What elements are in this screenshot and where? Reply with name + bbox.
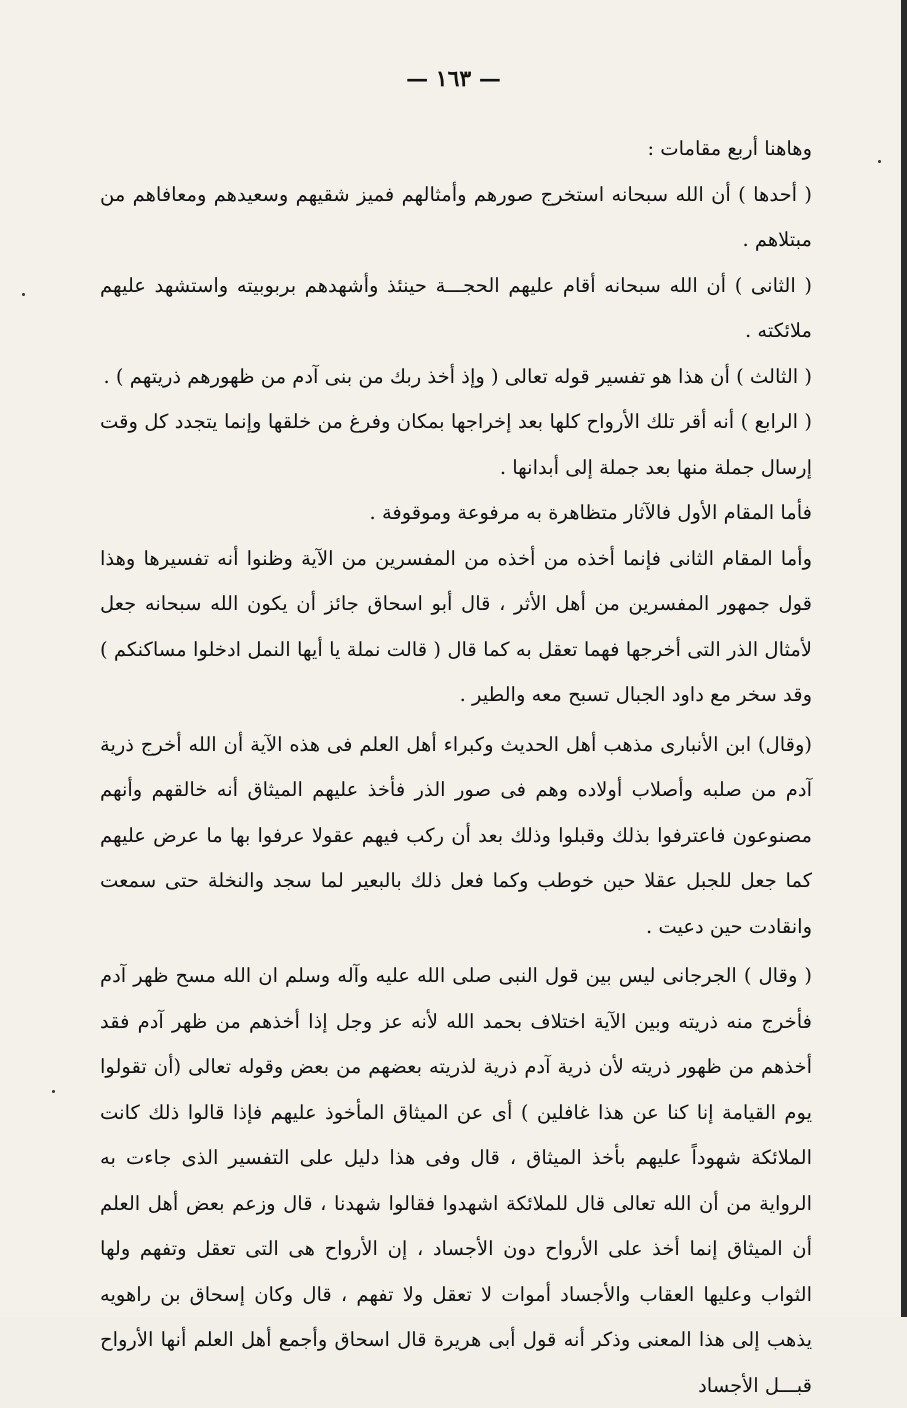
paragraph-ibn-al-anbari: (وقال) ابن الأنبارى مذهب أهل الحديث وكبراء أهل العلم فى هذه الآية أن الله أخرج ذرية آدم من صلبه وأصلاب أولاده وهم فى صور الذر فأخذ عليهم الميثاق أنه خالقهم وأنهم مصنوعون فاعترفوا بذلك وقبلوا وذلك بعد أن ركب فيهم عقولا عرفوا بها ما عرض عليهم كما جعل للجبل عقلا حين خوطب وكما فعل ذلك بالبعير لما سجد والنخلة حتى سمعت وانقادت حين دعيت . xyxy=(100,732,813,938)
paragraph-first-station: ( أحدها ) أن الله سبحانه استخرج صورهم وأمثالهم فميز شقيهم وسعيدهم ومعافاهم من مبتلاهم . xyxy=(100,182,812,251)
paragraph-fourth-station: ( الرابع ) أنه أقر تلك الأرواح كلها بعد إخراجها بمكان وفرغ من خلقها وإنما يتجدد كل وقت إرسال جملة منها بعد جملة إلى أبدانها . xyxy=(100,410,812,479)
body-text xyxy=(100,126,812,1408)
paragraph-al-jurjani: ( وقال ) الجرجانى ليس بين قول النبى صلى الله عليه وآله وسلم ان الله مسح ظهر آدم فأخرج منه ذريته وبين الآية اختلاف بحمد الله لأنه عز وجل إذا أخذهم من ظهر آدم فقد أخذهم من ظهور ذريته لأن ذرية آدم ذرية لذريته بعضهم من بعض وقوله تعالى (أن تقولوا يوم القيامة إنا كنا عن هذا غافلين ) أى عن الميثاق المأخوذ عليهم فإذا قالوا ذلك كانت الملائكة شهوداً عليهم بأخذ الميثاق ، قال وفى هذا دليل على التفسير الذى جاءت به الرواية من أن الله تعالى قال للملائكة اشهدوا فقالوا شهدنا ، قال وزعم بعض أهل العلم أن الميثاق إنما أخذ على الأرواح دون الأجساد ، إن الأرواح هى التى تعقل وتفهم ولها الثواب وعليها العقاب والأجساد أموات لا تعقل ولا تفهم ، قال وكان إسحاق بن راهويه يذهب إلى هذا المعنى وذكر أنه قول أبى هريرة قال اسحاق وأجمع أهل العلم أنها الأرواح قبـــل الأجساد xyxy=(100,964,812,1397)
scan-speck xyxy=(22,293,25,296)
scan-speck xyxy=(878,160,881,163)
scan-speck xyxy=(52,1090,55,1093)
paragraph-intro: وهاهنا أربع مقامات : xyxy=(647,137,812,160)
scan-edge-shadow xyxy=(901,0,907,1317)
paragraph-third-station: ( الثالث ) أن هذا هو تفسير قوله تعالى ( وإذ أخذ ربك من بنى آدم من ظهورهم ذريتهم ) . xyxy=(103,364,812,388)
paragraph-first-discussion: فأما المقام الأول فالآثار متظاهرة به مرفوعة وموقوفة . xyxy=(369,501,812,524)
paragraph-second-station: ( الثانى ) أن الله سبحانه أقام عليهم الحجـــة حينئذ وأشهدهم بربوبيته واستشهد عليهم ملائكته . xyxy=(100,273,812,342)
page-number: — ١٦٣ — xyxy=(406,66,501,92)
paragraph-second-discussion: وأما المقام الثانى فإنما أخذه من أخذه من المفسرين من الآية وظنوا أنه تفسيرها وهذا قول جمهور المفسرين من أهل الأثر ، قال أبو اسحاق جائز أن يكون الله سبحانه جعل لأمثال الذر التى أخرجها فهما تعقل به كما قال ( قالت نملة يا أيها النمل ادخلوا مساكنكم ) وقد سخر مع داود الجبال تسبح معه والطير . xyxy=(100,546,812,706)
